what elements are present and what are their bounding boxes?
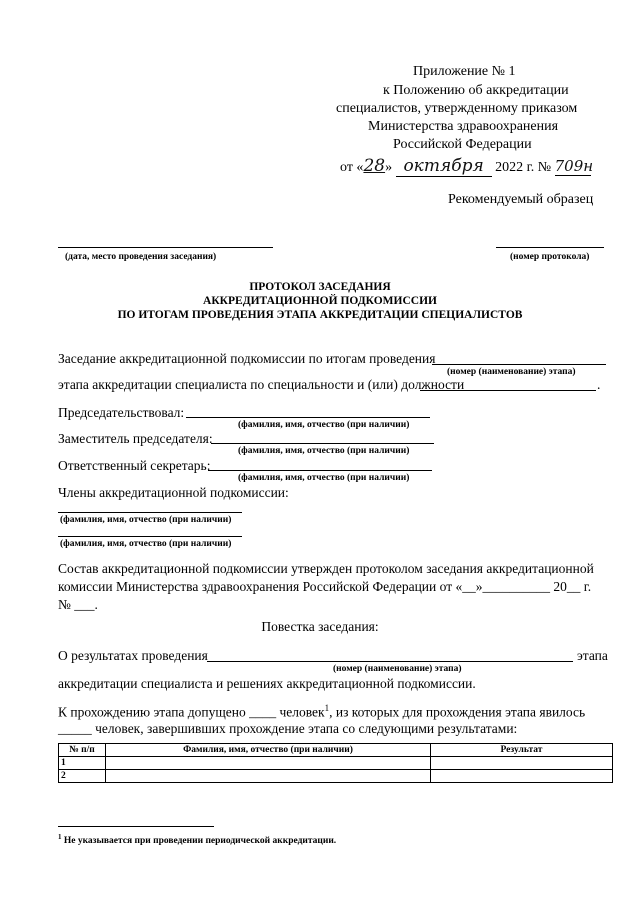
page-title [0,280,640,322]
date-day-handwritten: 28 [363,156,386,176]
date-place-line[interactable] [58,247,273,248]
members-label: Члены аккредитационной подкомиссии: [58,485,289,500]
table-row [59,757,613,770]
recommended-sample-label: Рекомендуемый образец [448,192,594,207]
composition-line: № ___. [58,597,98,612]
fio-cell[interactable] [106,770,431,783]
appendix-line: Министерства здравоохранения [368,119,559,134]
period: . [597,377,601,392]
appendix-date [340,156,594,177]
admission-text: К прохождению этапа допущено ____ человек [58,704,325,720]
agenda-text: аккредитации специалиста и решениях аккредитационной подкомиссии. [58,676,476,691]
chair-field[interactable] [186,417,430,418]
fio-cell[interactable] [106,757,431,770]
admission-line: _____ человек, завершивших прохождение этапа со следующими результатами: [58,721,518,736]
chair-label: Председательствовал: [58,405,185,420]
composition-line: комиссии Министерства здравоохранения Российской Федерации от «__»__________ 20__ г. [58,579,592,594]
agenda-stage-line[interactable] [207,661,573,662]
agenda-heading: Повестка заседания: [261,619,379,634]
table-header-row [59,744,613,757]
date-year: 2022 г. № [495,160,552,175]
result-cell[interactable] [431,757,613,770]
admission-line [58,703,585,721]
footnote-reference[interactable]: 1 [324,703,330,713]
date-mid: » [385,160,393,175]
table-header-cell: Фамилия, имя, отчество (при наличии) [106,744,431,757]
date-prefix: от « [340,160,364,175]
composition-line: Состав аккредитационной подкомиссии утвержден протоколом заседания аккредитационной [58,561,594,576]
member-field[interactable] [58,512,242,513]
title-line: АККРЕДИТАЦИОННОЙ ПОДКОМИССИИ [203,295,437,307]
session-text: этапа аккредитации специалиста по специальности и (или) должности [58,377,465,392]
appendix-title: Приложение № 1 [413,64,516,79]
footnote [58,833,336,846]
table-header-cell: Результат [431,744,613,757]
appendix-line: Российской Федерации [393,137,532,152]
row-number: 2 [59,770,106,783]
appendix-line: специалистов, утвержденному приказом [336,101,578,116]
footnote-separator [58,826,214,827]
fio-label: (фамилия, имя, отчество (при наличии) [238,473,410,483]
member-field[interactable] [58,536,242,537]
table-header-cell: № п/п [59,744,106,757]
row-number: 1 [59,757,106,770]
footnote-text: Не указывается при проведении периодической аккредитации. [63,836,337,847]
fio-label: (фамилия, имя, отчество (при наличии) [60,515,232,525]
footnote-mark: 1 [58,833,62,841]
fio-label: (фамилия, имя, отчество (при наличии) [238,446,410,456]
vice-chair-field[interactable] [211,443,434,444]
secretary-field[interactable] [208,470,432,471]
title-line: ПО ИТОГАМ ПРОВЕДЕНИЯ ЭТАПА АККРЕДИТАЦИИ СПЕЦИАЛИСТОВ [117,309,523,321]
results-table [58,743,613,783]
session-text: Заседание аккредитационной подкомиссии по итогам проведения [58,351,436,366]
agenda-text: О результатах проведения [58,648,208,663]
specialty-line[interactable] [420,390,596,391]
result-cell[interactable] [431,770,613,783]
appendix-line: к Положению об аккредитации [383,83,569,98]
session-stage-line[interactable] [432,364,606,365]
agenda-stage-label: (номер (наименование) этапа) [333,664,462,674]
protocol-number-label: (номер протокола) [510,252,590,262]
vice-chair-label: Заместитель председателя: [58,431,213,446]
composition-paragraph [58,560,610,614]
admission-text: , из которых для прохождения этапа явилось [329,704,586,720]
date-month-handwritten: октября [396,156,492,177]
order-number-handwritten: 709н [554,157,594,175]
date-place-label: (дата, место проведения заседания) [65,252,217,262]
fio-label: (фамилия, имя, отчество (при наличии) [238,420,410,430]
protocol-number-line[interactable] [496,247,604,248]
fio-label: (фамилия, имя, отчество (при наличии) [60,539,232,549]
secretary-label: Ответственный секретарь: [58,458,211,473]
table-row [59,770,613,783]
session-stage-label: (номер (наименование) этапа) [447,367,576,377]
title-line: ПРОТОКОЛ ЗАСЕДАНИЯ [249,281,391,293]
agenda-text: этапа [577,648,608,663]
